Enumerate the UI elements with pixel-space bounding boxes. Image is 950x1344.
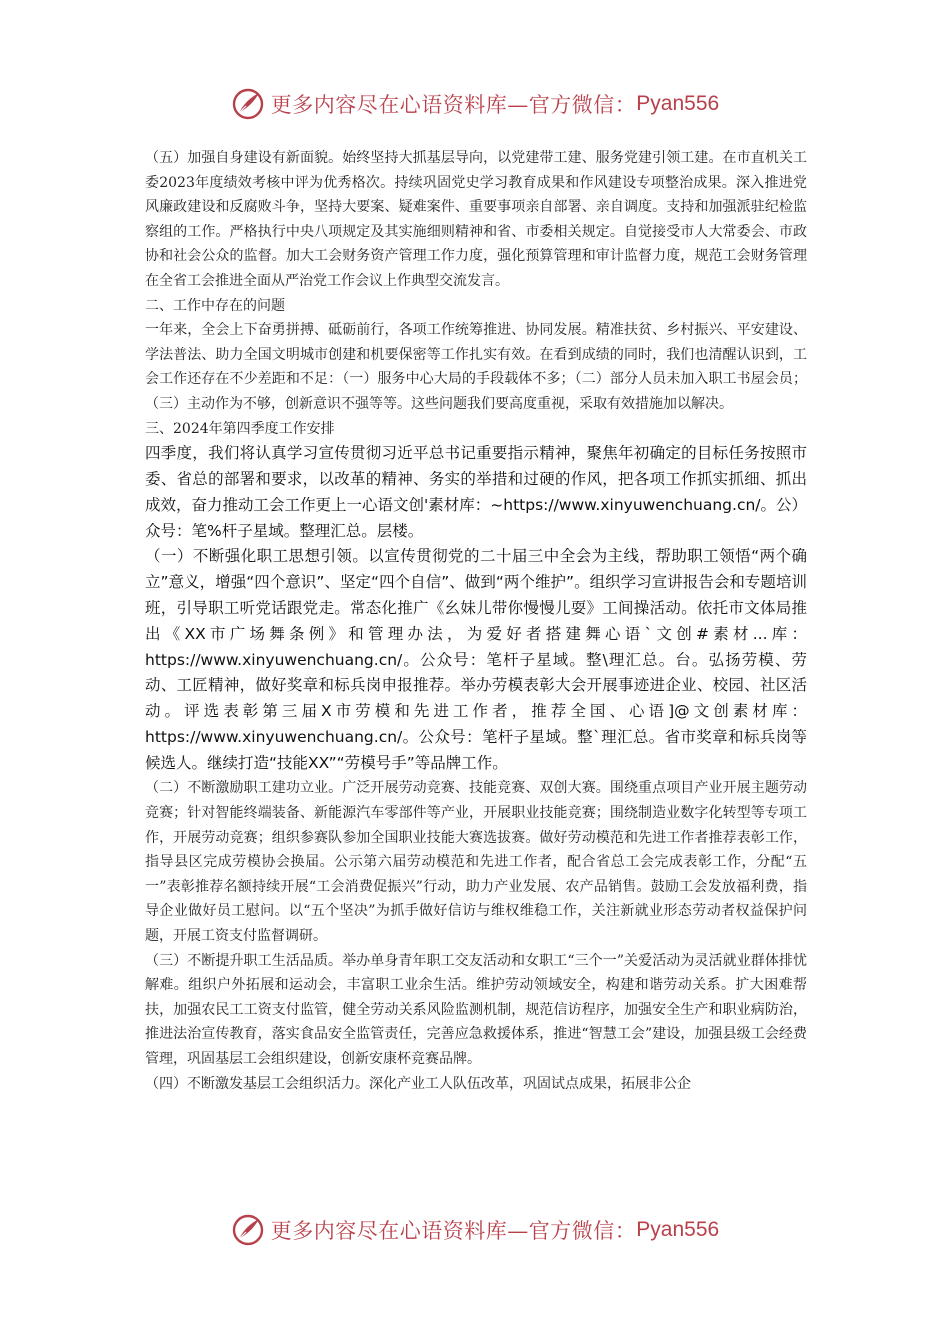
banner-text: 更多内容尽在心语资料库—官方微信：	[270, 1219, 637, 1243]
document-body	[145, 146, 807, 1096]
banner-wechat-id: Pyan556	[636, 1218, 720, 1241]
paragraph-plan-3: （三）不断提升职工生活品质。举办单身青年职工交友活动和女职工“三个一”关爱活动为灵活就业群体排忧解难。组织户外拓展和运动会，丰富职工业余生活。维护劳动领域安全，构建和谐劳动关系。扩大困难帮扶，加强农民工工资支付监管，健全劳动关系风险监测机制，规范信访程序，加强安全生产和职业病防治，推进法治宣传教育，落实食品安全监管责任，完善应急救援体系，推进“智慧工会”建设，加强县级工会经费管理，巩固基层工会组织建设，创新安康杯竞赛品牌。	[145, 952, 807, 1068]
heading-q4-plan: 三、2024年第四季度工作安排	[145, 420, 335, 437]
heading-problems: 二、工作中存在的问题	[145, 297, 285, 314]
paragraph-plan-1: （一）不断强化职工思想引领。以宣传贯彻党的二十届三中全会为主线，帮助职工领悟“两个确立”意义，增强“四个意识”、坚定“四个自信”、做到“两个维护”。组织学习宣讲报告会和专题培训班，引导职工听党话跟党走。常态化推广《幺妹儿带你慢慢儿耍》工间操活动。依托市文体局推出《XX市广场舞条例》和管理办法，为爱好者搭建舞心语`文创#素材...库：https://www.xinyuwenchuang.cn/。公众号：笔杆子星域。整\理汇总。台。弘扬劳模、劳动、工匠精神，做好奖章和标兵岗申报推荐。举办劳模表彰大会开展事迹进企业、校园、社区活动。评选表彰第三届X市劳模和先进工作者，推荐全国、心语]@文创素材库：https://www.xinyuwenchuang.cn/。公众号：笔杆子星域。整`理汇总。省市奖章和标兵岗等候选人。继续打造“技能XX”“劳模号手”等品牌工作。	[145, 547, 807, 772]
paragraph-q4-intro: 四季度，我们将认真学习宣传贯彻习近平总书记重要指示精神，聚焦年初确定的目标任务按照市委、省总的部署和要求，以改革的精神、务实的举措和过硬的作风，把各项工作抓实抓细、抓出成效，奋力推动工会工作更上一心语文创'素材库：~https://www.xinyuwenchuang.cn/。公）众号：笔%杆子星域。整理汇总。层楼。	[145, 444, 808, 540]
paragraph-plan-2: （二）不断激励职工建功立业。广泛开展劳动竞赛、技能竞赛、双创大赛。围绕重点项目产业开展主题劳动竞赛；针对智能终端装备、新能源汽车零部件等产业，开展职业技能竞赛；围绕制造业数字化转型等专项工作，开展劳动竞赛；组织参赛队参加全国职业技能大赛选拔赛。做好劳动模范和先进工作者推荐表彰工作，指导县区完成劳模协会换届。公示第六届劳动模范和先进工作者，配合省总工会完成表彰工作，分配“五一”表彰推荐名额持续开展“工会消费促振兴”行动，助力产业发展、农产品销售。鼓励工会发放福利费，指导企业做好员工慰问。以“五个坚决”为抓手做好信访与维权维稳工作，关注新就业形态劳动者权益保护问题，开展工资支付监督调研。	[145, 780, 807, 945]
quill-logo-icon	[231, 87, 265, 121]
footer-banner	[0, 1208, 950, 1252]
quill-logo-icon	[231, 1213, 265, 1247]
header-banner	[0, 82, 950, 126]
paragraph-problems: 一年来，全会上下奋勇拼搏、砥砺前行，各项工作统筹推进、协同发展。精准扶贫、乡村振兴、平安建设、学法普法、助力全国文明城市创建和机要保密等工作扎实有效。在看到成绩的同时，我们也清醒认识到，工会工作还存在不少差距和不足：（一）服务中心大局的手段载体不多；（二）部分人员未加入职工书屋会员；（三）主动作为不够，创新意识不强等等。这些问题我们要高度重视，采取有效措施加以解决。	[145, 322, 807, 412]
banner-text: 更多内容尽在心语资料库—官方微信：	[270, 93, 637, 117]
banner-wechat-id: Pyan556	[636, 92, 720, 115]
paragraph-section-5: （五）加强自身建设有新面貌。始终坚持大抓基层导向，以党建带工建、服务党建引领工建。在市直机关工委2023年度绩效考核中评为优秀格次。持续巩固党史学习教育成果和作风建设专项整治成果。深入推进党风廉政建设和反腐败斗争，坚持大要案、疑难案件、重要事项亲自部署、亲自调度。支持和加强派驻纪检监察组的工作。严格执行中央八项规定及其实施细则精神和省、市委相关规定。自觉接受市人大常委会、市政协和社会公众的监督。加大工会财务资产管理工作力度，强化预算管理和审计监督力度，规范工会财务管理在全省工会推进全面从严治党工作会议上作典型交流发言。	[145, 150, 807, 289]
paragraph-plan-4: （四）不断激发基层工会组织活力。深化产业工人队伍改革，巩固试点成果，拓展非公企	[145, 1075, 691, 1092]
